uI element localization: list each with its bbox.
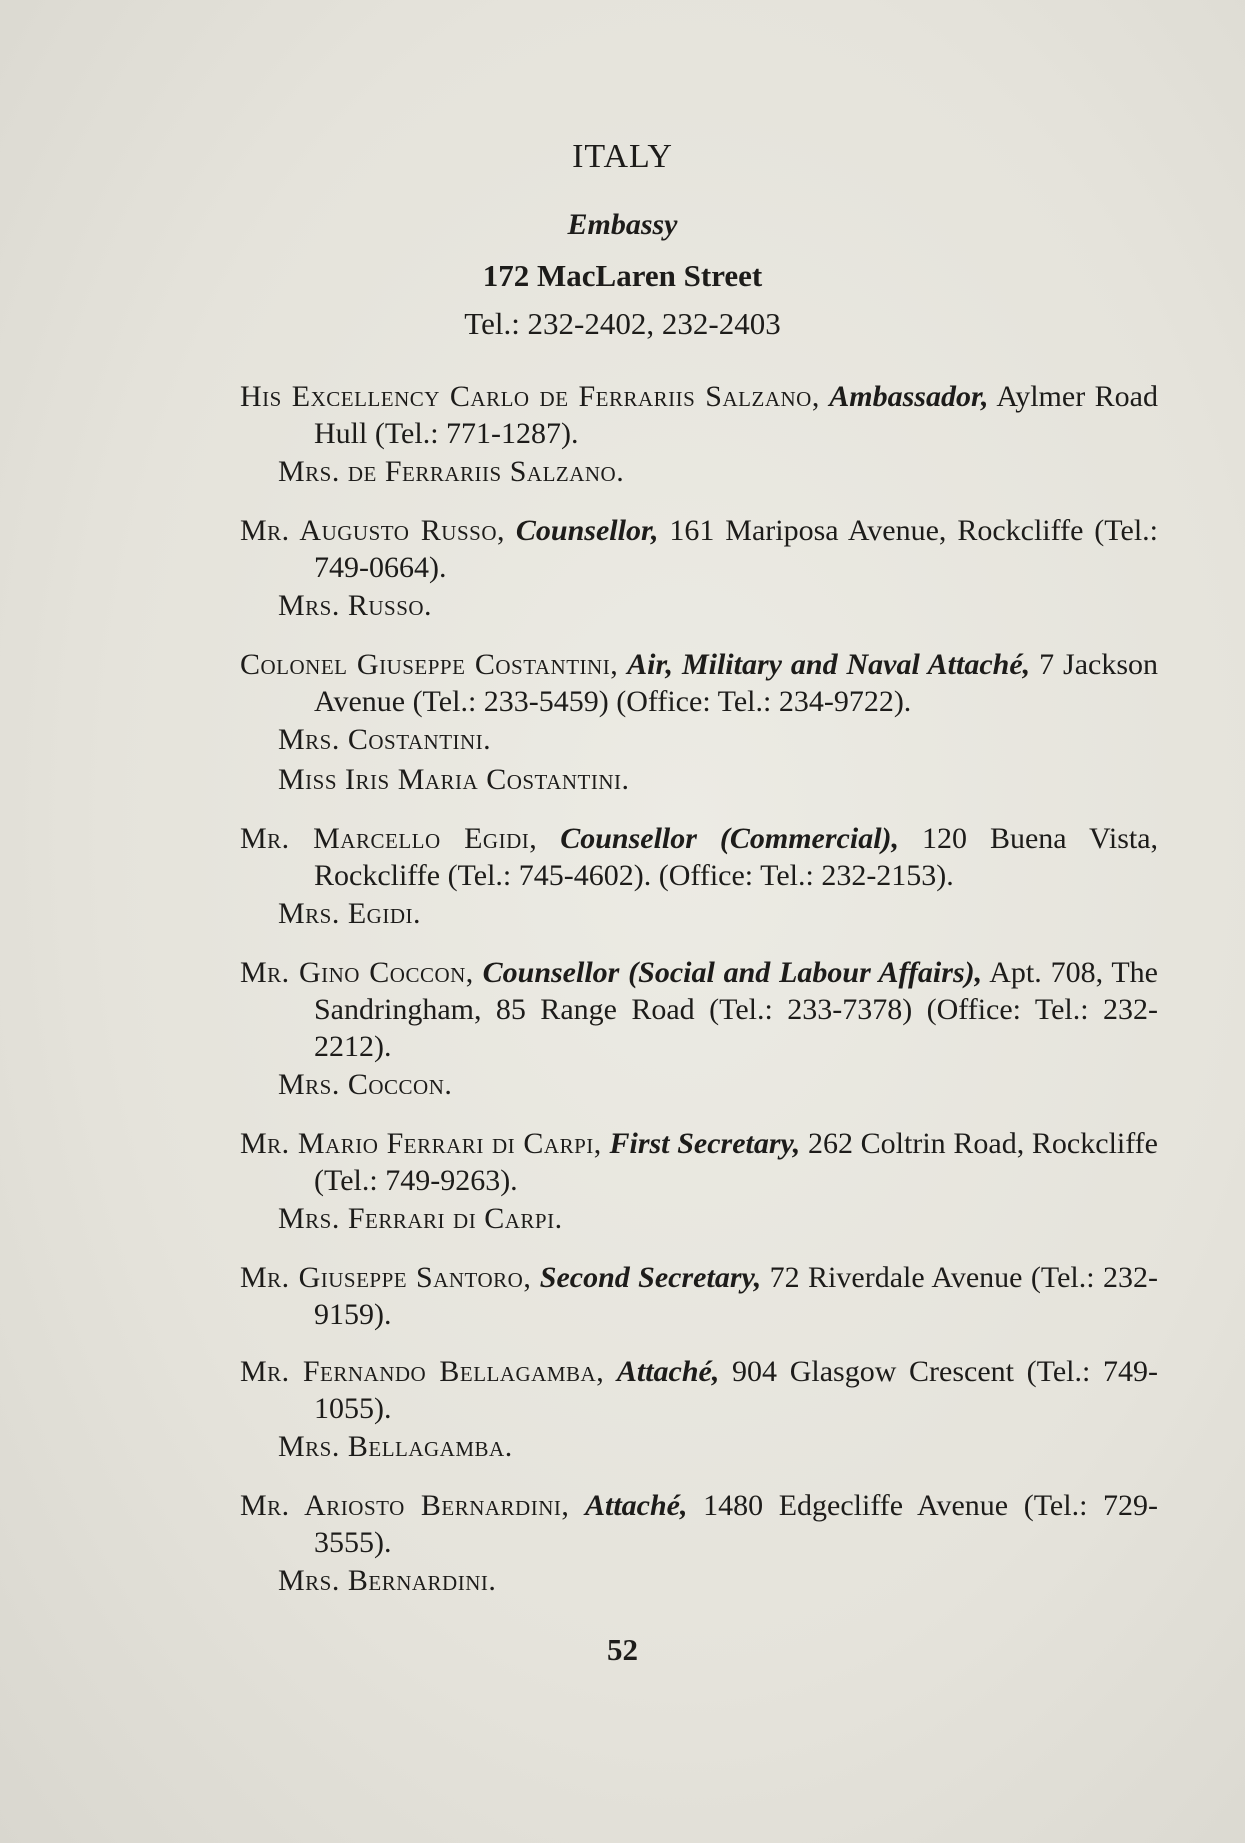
- diplomat-title: Counsellor (Social and Labour Affairs),: [482, 956, 983, 989]
- country-heading: ITALY: [572, 138, 673, 175]
- diplomat-address: Aylmer Road Hull (Tel.: 771-1287).: [314, 380, 1158, 450]
- diplomat-name: His Excellency Carlo de Ferrariis Salzano,: [240, 380, 820, 413]
- family-member: Mrs. Russo.: [278, 589, 433, 622]
- family-member: Mrs. Bernardini.: [278, 1564, 497, 1597]
- family-member: Mrs. Coccon.: [278, 1068, 453, 1101]
- diplomat-title: Attaché,: [616, 1355, 720, 1388]
- diplomat-entry: [240, 820, 1158, 934]
- family-member: Mrs. Costantini.: [278, 723, 492, 756]
- diplomat-listing: [240, 1353, 1158, 1427]
- office-telephone: Tel.: 232-2402, 232-2403: [464, 306, 781, 341]
- diplomat-listing: [240, 512, 1158, 586]
- diplomat-title: Attaché,: [584, 1489, 688, 1522]
- diplomat-listing: [240, 646, 1158, 720]
- diplomat-title: Second Secretary,: [539, 1261, 762, 1294]
- family-member: Mrs. Ferrari di Carpi.: [278, 1202, 563, 1235]
- diplomat-listing: [240, 1259, 1158, 1333]
- diplomat-address: 7 Jackson Avenue (Tel.: 233-5459) (Office: Tel.: 234-9722).: [314, 648, 1158, 718]
- diplomat-address: 904 Glasgow Crescent (Tel.: 749-1055).: [314, 1355, 1159, 1425]
- diplomat-address: 72 Riverdale Avenue (Tel.: 232-9159).: [314, 1261, 1159, 1331]
- diplomat-name: Mr. Augusto Russo,: [240, 514, 505, 547]
- diplomat-address: 1480 Edgecliffe Avenue (Tel.: 729-3555).: [314, 1489, 1159, 1559]
- office-heading: Embassy: [567, 208, 678, 241]
- diplomat-name: Mr. Ariosto Bernardini,: [240, 1489, 570, 1522]
- diplomat-name: Mr. Mario Ferrari di Carpi,: [240, 1127, 602, 1160]
- page-number: 52: [607, 1632, 638, 1667]
- diplomat-listing: [240, 820, 1158, 894]
- family-member: Mrs. Bellagamba.: [278, 1430, 513, 1463]
- diplomat-listing: [240, 378, 1158, 452]
- diplomat-entry: [240, 1259, 1158, 1333]
- diplomat-title: Air, Military and Naval Attaché,: [627, 648, 1031, 681]
- diplomat-list: [240, 378, 1158, 1621]
- diplomat-title: Ambassador,: [829, 380, 989, 413]
- diplomat-address: Apt. 708, The Sandringham, 85 Range Road (Tel.: 233-7378) (Office: Tel.: 232-2212).: [314, 956, 1158, 1063]
- diplomat-title: First Secretary,: [609, 1127, 801, 1160]
- diplomat-entry: [240, 1125, 1158, 1239]
- office-address: 172 MacLaren Street: [482, 258, 763, 293]
- diplomat-address: 120 Buena Vista, Rockcliffe (Tel.: 745-4602). (Office: Tel.: 232-2153).: [314, 822, 1159, 892]
- family-member: Mrs. Egidi.: [278, 897, 422, 930]
- diplomat-name: Colonel Giuseppe Costantini,: [240, 648, 619, 681]
- diplomat-name: Mr. Gino Coccon,: [240, 956, 474, 989]
- diplomat-entry: [240, 1487, 1158, 1601]
- diplomat-name: Mr. Marcello Egidi,: [240, 822, 538, 855]
- diplomat-entry: [240, 378, 1158, 492]
- diplomat-listing: [240, 954, 1158, 1065]
- diplomat-title: Counsellor (Commercial),: [560, 822, 900, 855]
- diplomat-name: Mr. Giuseppe Santoro,: [240, 1261, 532, 1294]
- diplomat-title: Counsellor,: [515, 514, 659, 547]
- family-member: Mrs. de Ferrariis Salzano.: [278, 455, 625, 488]
- diplomat-entry: [240, 646, 1158, 800]
- diplomat-address: 161 Mariposa Avenue, Rockcliffe (Tel.: 749-0664).: [314, 514, 1158, 584]
- diplomat-entry: [240, 1353, 1158, 1467]
- family-member: Miss Iris Maria Costantini.: [278, 763, 630, 796]
- diplomat-address: 262 Coltrin Road, Rockcliffe (Tel.: 749-9263).: [314, 1127, 1158, 1197]
- diplomat-listing: [240, 1487, 1158, 1561]
- diplomat-entry: [240, 512, 1158, 626]
- diplomat-name: Mr. Fernando Bellagamba,: [240, 1355, 605, 1388]
- diplomat-listing: [240, 1125, 1158, 1199]
- diplomat-entry: [240, 954, 1158, 1105]
